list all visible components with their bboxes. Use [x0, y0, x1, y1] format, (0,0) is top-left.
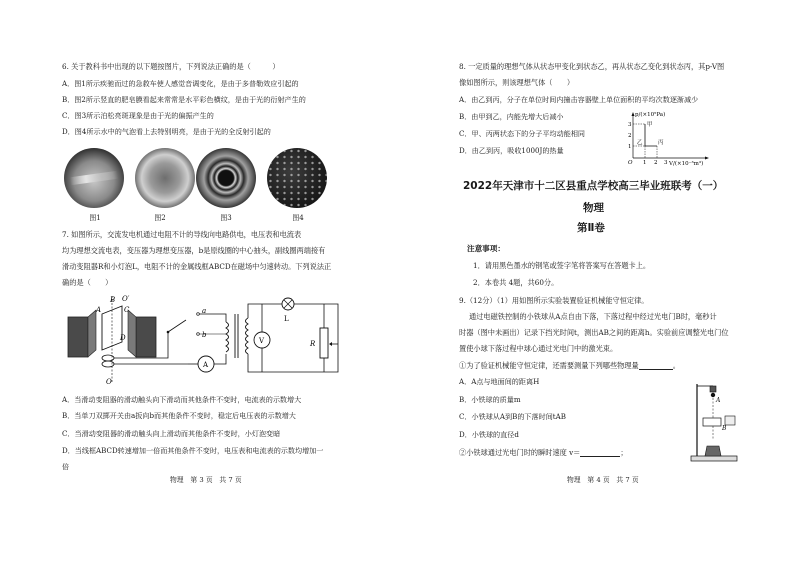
q7-option-b: B．当单刀双掷开关由a扳向b而其他条件不变时，稳定后电压表的示数增大 — [62, 411, 296, 420]
q8-option-c: C．甲、丙两状态下的分子平均动能相同 — [459, 129, 586, 138]
q7-option-c: C．当滑动变阻器的滑动触头向上滑动而其他条件不变时，小灯泡变暗 — [62, 429, 281, 438]
photo-ambulance — [64, 148, 124, 208]
photo-poisson-spot — [196, 148, 256, 208]
switch-pivot — [167, 331, 170, 334]
q7-line-4: 确的是（ ） — [62, 278, 113, 287]
left-footer: 物理 第 3 页 共 7 页 — [170, 476, 242, 484]
q9-sub2-answer-blank[interactable] — [580, 456, 620, 457]
label-a: A — [96, 306, 102, 314]
primary-coil — [226, 322, 229, 352]
q6-option-d: D．图4所示水中的气泡看上去特别明亮，是由于光的全反射引起的 — [62, 127, 271, 136]
q9-option-a: A．A点与地面间的距离H — [459, 377, 540, 386]
q8-line-2: 像如图所示，则该理想气体（ ） — [459, 78, 575, 87]
q6-option-b: B．图2所示竖直的肥皂膜看起来常常是水平彩色横纹，是由于光的衍射产生的 — [62, 95, 306, 104]
q9-line-3: 时器（图中未画出）记录下挡光时间t，测出AB之间的距离h。实验前应调整光电门位 — [459, 328, 729, 337]
slip-ring-1 — [102, 355, 114, 361]
q9-option-d: D．小铁球的直径d — [459, 430, 519, 439]
label-ammeter: A — [203, 361, 209, 369]
switch-contact-b — [197, 333, 200, 336]
pv-state-yi: 乙 — [637, 140, 643, 146]
q8-line-1: 8. 一定质量的理想气体从状态甲变化到状态乙，再从状态乙变化到状态丙，其p-V图 — [459, 62, 725, 71]
note-2: 2．本卷共 4题，共60分。 — [473, 278, 559, 287]
photogate — [703, 418, 721, 426]
volume-title: 第Ⅱ卷 — [577, 222, 605, 234]
q7-line-2: 均为理想交流电表，变压器为理想变压器，b是原线圈的中心抽头，副线圈两端接有 — [62, 246, 326, 255]
pv-graph — [625, 110, 715, 166]
label-b: B — [110, 296, 116, 304]
pv-xtick-2: 2 — [654, 160, 658, 166]
pv-xtick-1: 1 — [643, 160, 647, 166]
q6-option-c: C．图3所示泊松亮斑现象是由于光的偏振产生的 — [62, 111, 214, 120]
q7-circuit-diagram — [58, 292, 348, 388]
pv-ytick-1: 1 — [628, 144, 632, 150]
q8-option-d: D．由乙到丙，吸收1000J的热量 — [459, 146, 564, 155]
q9-sub2-end: ； — [620, 448, 628, 457]
q7-line-1: 7. 如图所示，交流发电机通过电阻不计的导线向电路供电，电压表和电流表 — [62, 230, 302, 239]
q9-line-4: 置使小球下落过程中球心通过光电门中的激光束。 — [459, 344, 618, 353]
q8-option-a: A．由乙到丙，分子在单位时间内撞击容器壁上单位面积的平均次数逐渐减少 — [459, 95, 699, 104]
apparatus-label-a: A — [716, 397, 721, 404]
q9-sub1-text: ①为了验证机械能守恒定律，还需要测量下列哪些物理量 — [459, 361, 639, 370]
q7-option-d-cont: 倍 — [62, 462, 70, 471]
pv-state-bing: 丙 — [658, 140, 664, 146]
q9-sub1-end: 。 — [672, 361, 680, 370]
q9-option-c: C．小铁球从A到B的下落时间tAB — [459, 412, 566, 421]
q6-option-a: A．图1所示疾驰而过的急救车使人感觉音调变化，是由于多普勒效应引起的 — [62, 79, 299, 88]
photo-bubbles — [267, 148, 327, 208]
pv-ytick-2: 2 — [628, 133, 632, 139]
q7-option-d: D．当线框ABCD转速增加一倍而其他条件不变时，电压表和电流表的示数均增加一 — [62, 446, 324, 455]
q6-stem: 6. 关于教科书中出现的以下题按图片，下列说法正确的是（ ） — [62, 62, 280, 71]
timer-box — [725, 416, 735, 425]
q9-sub1-answer-blank[interactable] — [639, 369, 673, 370]
caption-fig1: 图1 — [89, 214, 101, 222]
label-o-prime: O′ — [122, 295, 130, 303]
pv-xlabel: V/(×10⁻³m³) — [669, 161, 704, 166]
q9-sub2-text: ②小铁球通过光电门时的瞬时速度 v＝ — [459, 448, 581, 457]
q9-line-2: 通过电磁铁控制的小铁球从A点自由下落，下落过程中经过光电门B时，毫秒计 — [469, 312, 717, 321]
magnet-north — [68, 317, 88, 357]
caption-fig4: 图4 — [292, 214, 304, 222]
notes-title: 注意事项： — [467, 244, 505, 253]
photo-soap-film — [135, 148, 195, 208]
right-footer: 物理 第 4 页 共 7 页 — [567, 476, 639, 484]
label-c: C — [124, 306, 130, 314]
electromagnet — [710, 386, 716, 392]
rheostat — [320, 328, 328, 358]
pv-state-jia: 甲 — [647, 122, 653, 128]
exam-title: 2022年天津市十二区县重点学校高三毕业班联考（一） — [463, 180, 724, 192]
q9-option-b: B．小铁球的质量m — [459, 395, 521, 404]
right-page — [397, 0, 794, 561]
q9-sub1 — [459, 361, 680, 370]
q9-apparatus — [685, 380, 743, 464]
q9-sub2 — [459, 448, 628, 457]
switch-blade — [168, 320, 186, 332]
label-d: D — [120, 334, 126, 342]
caption-fig3: 图3 — [220, 214, 232, 222]
magnet-south — [136, 317, 156, 357]
label-switch-a: a — [202, 307, 207, 315]
apparatus-label-b: B — [722, 425, 727, 432]
q9-line-1: 9.（12分）（1）用如图所示实验装置验证机械能守恒定律。 — [459, 296, 649, 305]
q7-line-3: 滑动变阻器R和小灯泡L，电阻不计的金属线框ABCD在磁场中匀速转动。下列说法正 — [62, 262, 332, 271]
q8-option-b: B．由甲到乙，内能先增大后减小 — [459, 112, 564, 121]
label-o: O — [106, 378, 112, 386]
pv-origin: O — [628, 160, 633, 166]
secondary-coil — [246, 318, 249, 354]
note-1: 1．请用黑色墨水的钢笔或签字笔将答案写在答题卡上。 — [473, 261, 651, 270]
label-lamp: L — [284, 315, 289, 323]
label-switch-b: b — [202, 331, 207, 339]
magnet-north-side — [88, 310, 96, 357]
switch-contact-a — [197, 313, 200, 316]
apparatus-base — [691, 456, 737, 461]
magnet-south-side — [128, 310, 136, 357]
label-rheostat: R — [310, 340, 316, 348]
pv-xtick-3: 3 — [664, 160, 668, 166]
caption-fig2: 图2 — [154, 214, 166, 222]
label-voltmeter: V — [259, 337, 265, 345]
steel-ball — [711, 393, 715, 397]
pv-ytick-3: 3 — [628, 122, 632, 128]
catch-cup — [705, 446, 721, 456]
pv-ylabel: p/(×10⁵Pa) — [635, 112, 666, 118]
subject-title: 物理 — [583, 202, 604, 214]
q7-option-a: A．当滑动变阻器的滑动触头向下滑动而其他条件不变时，电流表的示数增大 — [62, 395, 302, 404]
